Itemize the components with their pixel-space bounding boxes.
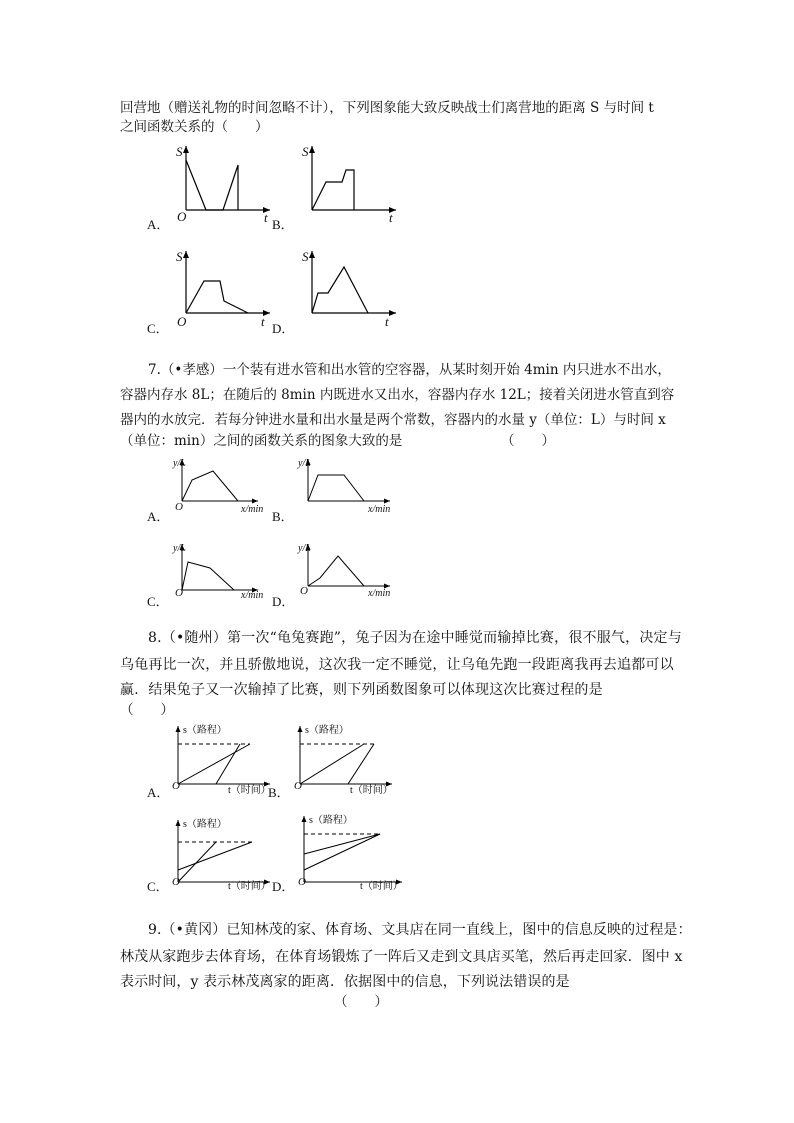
q6-graph-d-y-label: S [302, 249, 309, 264]
q6-option-b-label: B． [272, 217, 294, 232]
q6-text-line2: 之间函数关系的（ ） [120, 119, 269, 135]
q9-answer-paren: （ ） [334, 994, 388, 1010]
q6-graph-a-y-label: S [176, 144, 183, 159]
q8-graph-c-y-label: s（路程） [183, 819, 227, 830]
q6-graph-c-origin: O [177, 314, 187, 329]
q8-option-b-label: B． [268, 785, 290, 800]
q6-option-d-label: D． [272, 321, 295, 336]
q7-text-line3: 器内的水放完．若每分钟进水量和出水量是两个常数，容器内的水量 y（单位：L）与时间 x [120, 412, 666, 428]
q8-graph-d-x-label: t（时间） [360, 881, 403, 892]
q7-graph-a-y-label: y/L [173, 458, 186, 469]
q8-graph-b-origin: O [294, 780, 302, 792]
q8-graph-b-x-label: t（时间） [350, 785, 393, 796]
q8-text-line2: 乌龟再比一次，并且骄傲地说，这次我一定不睡觉，让乌龟先跑一段距离我再去追都可以 [120, 657, 674, 673]
q8-option-d-label: D． [272, 879, 295, 894]
q7-option-a-label: A． [147, 509, 170, 524]
q8-option-c-label: C． [147, 879, 169, 894]
q6-graph-c-y-label: S [176, 249, 183, 264]
q6-graph-a-origin: O [177, 209, 187, 224]
q9-text-line3: 表示时间，y 表示林茂离家的距离．依据图中的信息，下列说法错误的是 [120, 974, 570, 990]
q7-graph-b-y-label: y/L [298, 458, 311, 469]
q9-text-line1: 9.（•黄冈）已知林茂的家、体育场、文具店在同一直线上，图中的信息反映的过程是： [148, 922, 692, 938]
q7-graph-c-y-label: y/L [173, 543, 186, 554]
q8-graph-a-x-label: t（时间） [228, 785, 271, 796]
q8-graph-c-origin: O [172, 876, 180, 888]
q6-graph-c-x-label: t [261, 314, 265, 329]
q8-graph-c-x-label: t（时间） [228, 881, 271, 892]
q7-text-line1: 7.（•孝感）一个装有进水管和出水管的空容器，从某时刻开始 4min 内只进水不出水， [148, 362, 671, 378]
q6-graph-b-x-label: t [389, 210, 393, 225]
q7-graph-b-x-label: x/min [368, 504, 391, 515]
q6-graph-d [296, 245, 406, 335]
q7-text-line4: （单位：min）之间的函数关系的图象大致的是 [120, 433, 403, 449]
q6-option-c-label: C． [147, 321, 169, 336]
q8-graph-a-origin: O [172, 780, 180, 792]
q7-option-c-label: C． [147, 594, 169, 609]
q8-text-line1: 8.（•随州）第一次“龟兔赛跑”，兔子因为在途中睡觉而输掉比赛，很不服气，决定与 [148, 630, 682, 646]
q8-graph-a-y-label: s（路程） [183, 725, 227, 736]
q8-option-a-label: A． [147, 785, 170, 800]
q7-text-line2: 容器内存水 8L；在随后的 8min 内既进水又出水，容器内存水 12L；接着关闭进水管直到容 [120, 387, 675, 403]
q8-graph-d-origin: O [298, 876, 306, 888]
q8-graph-d-y-label: s（路程） [309, 815, 353, 826]
q9-text-line2: 林茂从家跑步去体育场，在体育场锻炼了一阵后又走到文具店买笔，然后再走回家．图中 x [120, 949, 683, 965]
q6-option-a-label: A． [147, 217, 170, 232]
q6-graph-b-y-label: S [302, 144, 309, 159]
q7-answer-paren: （ ） [501, 433, 555, 449]
q7-graph-d-y-label: y/L [298, 543, 311, 554]
q7-graph-d-origin: O [300, 585, 308, 597]
q7-option-b-label: B． [272, 509, 294, 524]
q7-option-d-label: D． [272, 594, 295, 609]
q7-graph-a-origin: O [175, 501, 183, 513]
q6-graph-a-x-label: t [264, 210, 268, 225]
q8-text-line3: 赢．结果兔子又一次输掉了比赛，则下列函数图象可以体现这次比赛过程的是 [120, 682, 603, 698]
q6-text-line1: 回营地（赠送礼物的时间忽略不计），下列图象能大致反映战士们离营地的距离 S 与时间 t [120, 100, 654, 116]
q7-graph-d-x-label: x/min [368, 588, 391, 599]
q8-text-line4: （ ） [120, 702, 174, 718]
q6-graph-d-x-label: t [385, 314, 389, 329]
q8-graph-b-y-label: s（路程） [305, 725, 349, 736]
q7-graph-a-x-label: x/min [241, 504, 264, 515]
q7-graph-c-x-label: x/min [241, 590, 264, 601]
q7-graph-c-origin: O [175, 587, 183, 599]
